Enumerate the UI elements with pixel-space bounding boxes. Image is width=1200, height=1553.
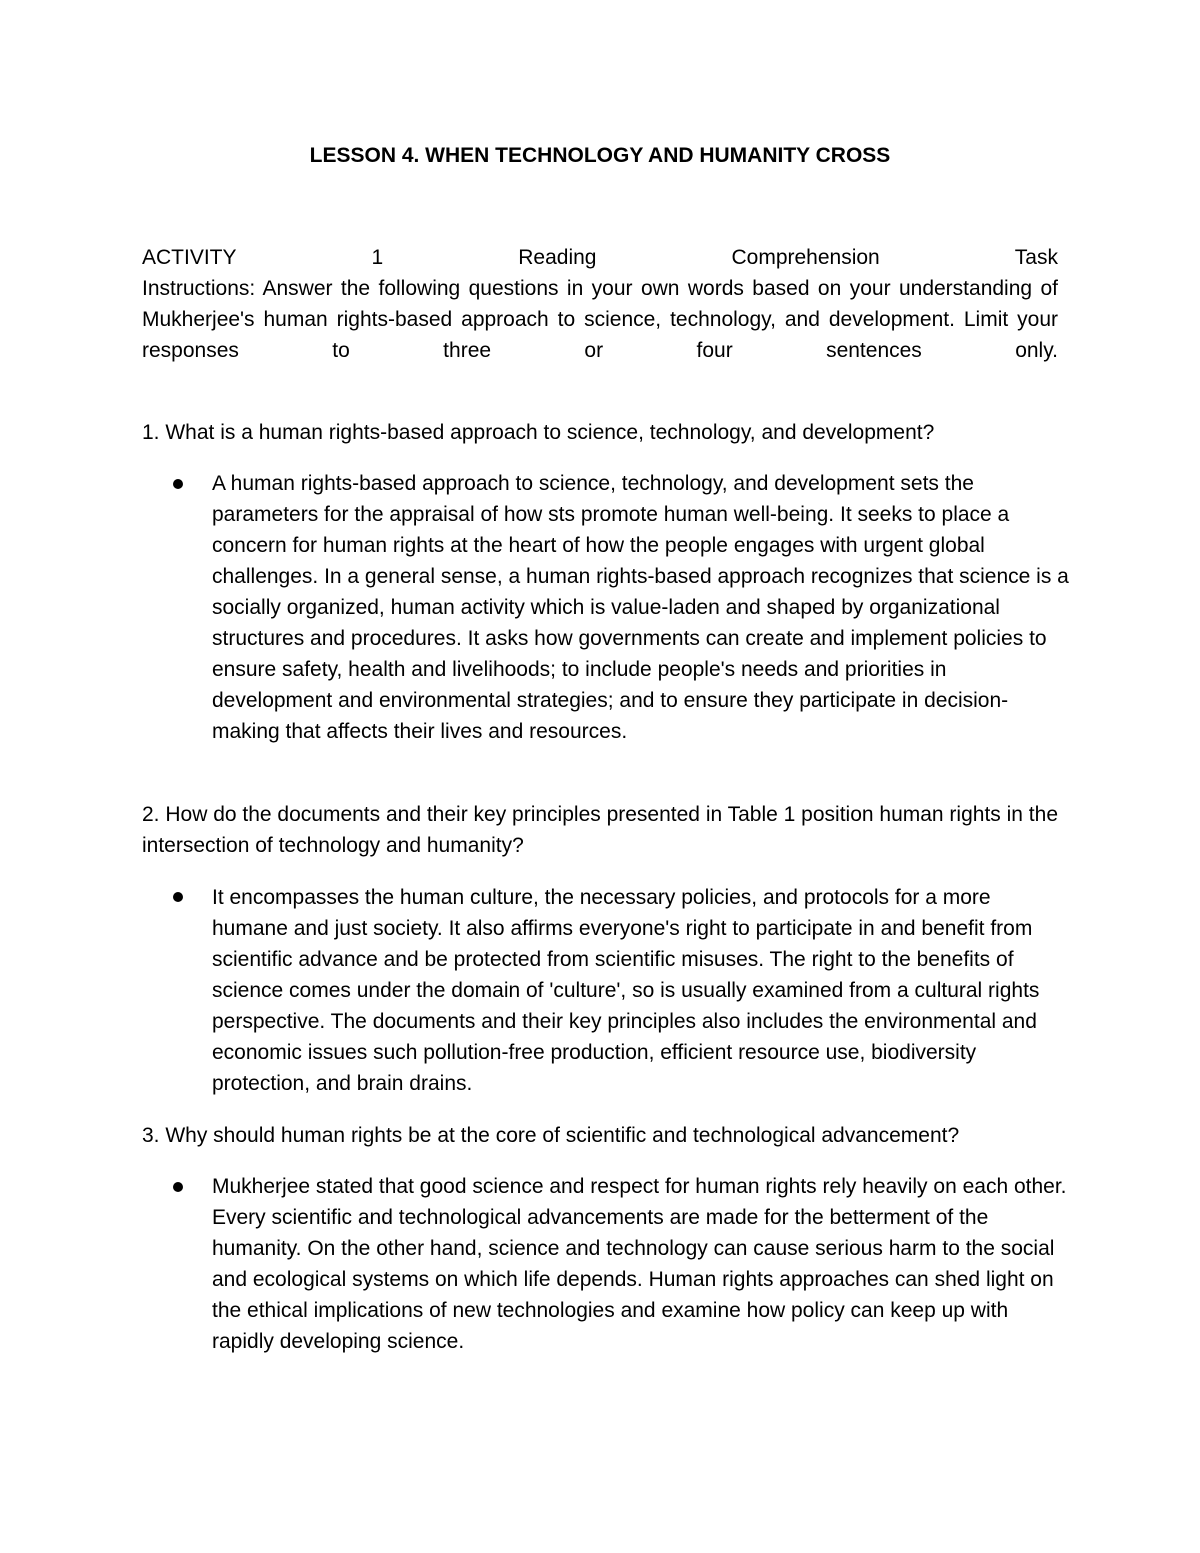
activity-number: 1 [371, 246, 384, 269]
bullet-icon [173, 479, 183, 489]
answer-2: It encompasses the human culture, the necessary policies, and protocols for a more humane and just society. It also affirms everyone's right to participate in and benefit from scientific advance and be protected from scientific misuses. The right to the benefits of science comes under the domain of 'culture', so is usually examined from a cultural rights perspective. The documents and their key principles also includes the environmental and economic issues such pollution-free production, efficient resource use, biodiversity protection, and brain drains. [212, 886, 1040, 1095]
question-1: 1. What is a human rights-based approach to science, technology, and development? [142, 421, 935, 444]
bullet-icon [173, 1182, 183, 1192]
instructions-paragraph: Instructions: Answer the following questions in your own words based on your understanding of Mukherjee's human rights-based approach to science, technology, and development. Limit your responses to three or four sentences only. [142, 277, 1058, 362]
lesson-title: LESSON 4. WHEN TECHNOLOGY AND HUMANITY CROSS [309, 144, 891, 167]
activity-word: Reading [518, 246, 597, 269]
activity-word: Task [1014, 246, 1058, 269]
activity-word: Comprehension [731, 246, 880, 269]
activity-word: ACTIVITY [142, 246, 237, 269]
answer-1: A human rights-based approach to science, technology, and development sets the parameters for the appraisal of how sts promote human well-being. It seeks to place a concern for human rights at the heart of how the people engages with urgent global challenges. In a general sense, a human rights-based approach recognizes that science is a socially organized, human activity which is value-laden and shaped by organizational structures and procedures. It asks how governments can create and implement policies to ensure safety, health and livelihoods; to include people's needs and priorities in development and environmental strategies; and to ensure they participate in decision-making that affects their lives and resources. [212, 472, 1069, 743]
bullet-icon [173, 892, 183, 902]
question-3: 3. Why should human rights be at the core of scientific and technological advancement? [142, 1124, 960, 1147]
activity-heading [142, 242, 1058, 273]
question-2: 2. How do the documents and their key principles presented in Table 1 position human rights in the intersection of technology and humanity? [142, 803, 1058, 857]
answer-3: Mukherjee stated that good science and respect for human rights rely heavily on each other. Every scientific and technological advancements are made for the betterment of the humanity. On the other hand, science and technology can cause serious harm to the social and ecological systems on which life depends. Human rights approaches can shed light on the ethical implications of new technologies and examine how policy can keep up with rapidly developing science. [212, 1175, 1067, 1353]
